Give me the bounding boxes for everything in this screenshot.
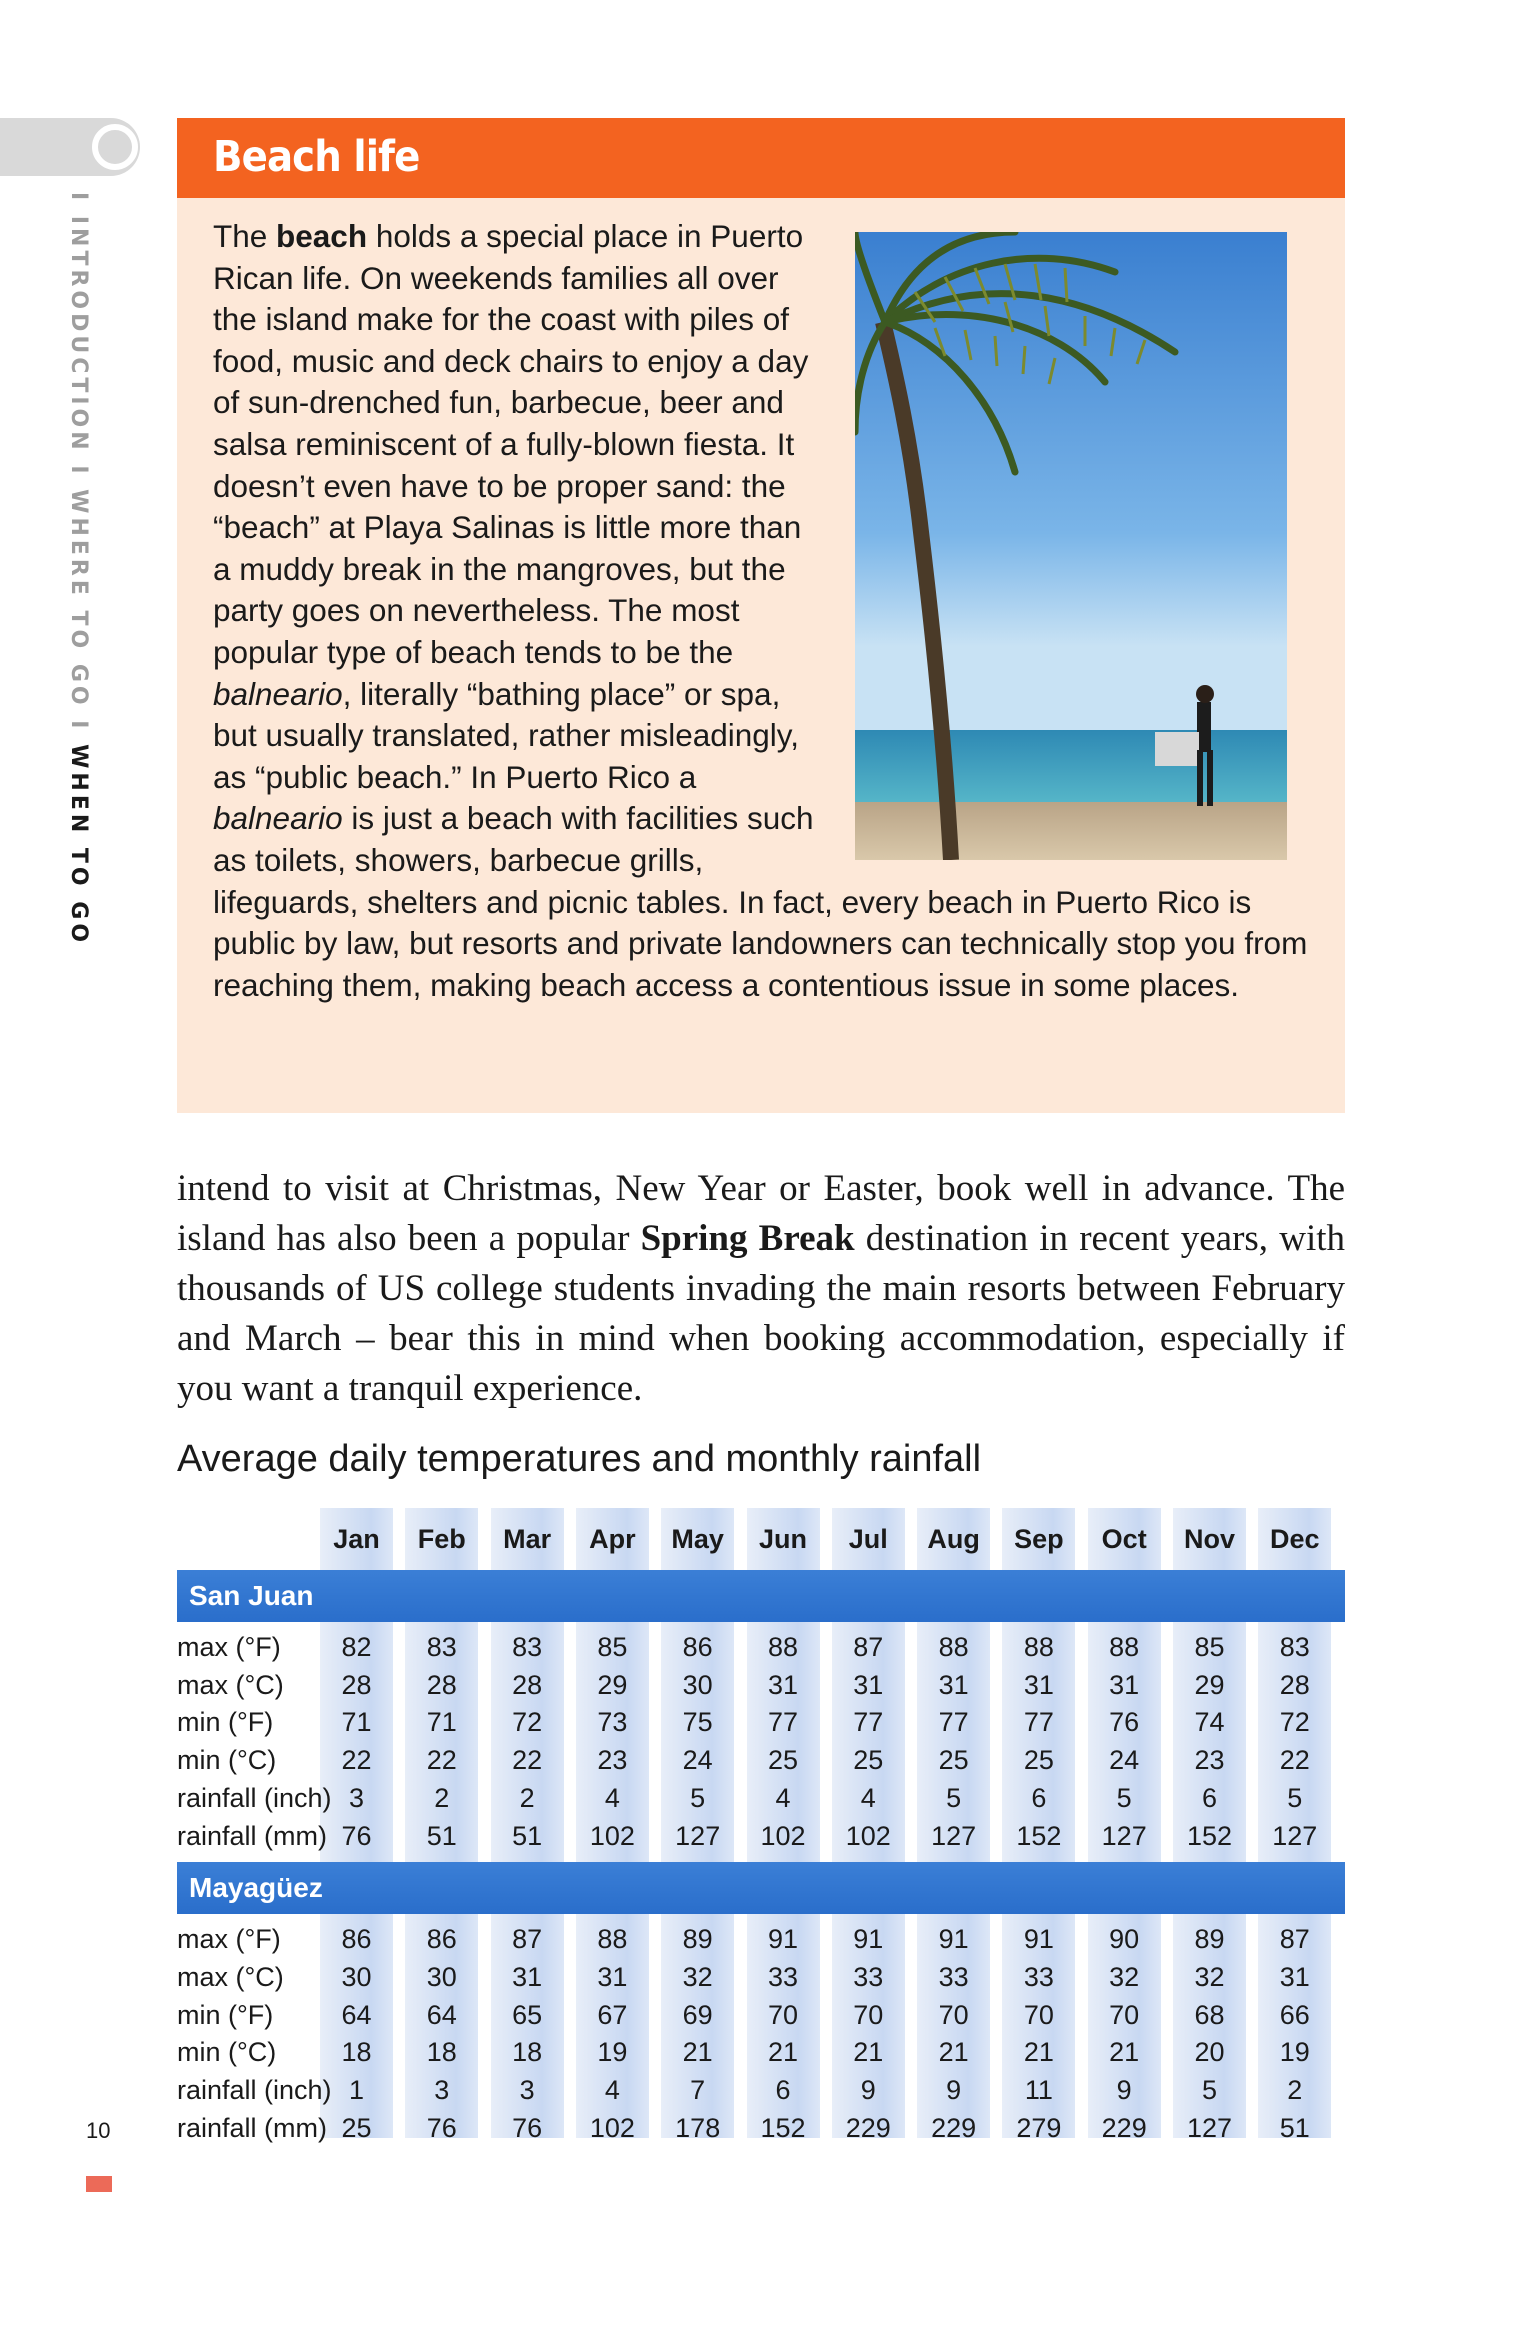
table-cell: 21 xyxy=(682,2037,713,2068)
table-cell: 31 xyxy=(1279,1961,1310,1992)
row-label: rainfall (mm) xyxy=(177,2112,328,2143)
table-cell: 87 xyxy=(512,1924,543,1955)
table-cell: 22 xyxy=(426,1745,457,1776)
table-cell: 152 xyxy=(1016,1820,1062,1851)
table-cell: 18 xyxy=(341,2037,372,2068)
row-label: rainfall (inch) xyxy=(177,2075,332,2105)
table-cell: 51 xyxy=(512,1820,543,1851)
table-cell: 127 xyxy=(1186,2112,1233,2143)
table-cell: 32 xyxy=(682,1961,713,1992)
table-cell: 127 xyxy=(1101,1820,1147,1851)
box-text-e: , literally “bathing place” or spa, but usually translated, rather misleadingly, as “public beach.” In Puerto Rico a xyxy=(213,675,799,795)
table-cell: 25 xyxy=(767,1745,799,1776)
row-label: min (°C) xyxy=(177,2037,277,2068)
box-text-c: holds a special place in Puerto Rican life. On weekends families all over the island make for the coast with piles of food, music and deck chairs to enjoy a day of sun-drenched fun, barbecue, beer and salsa reminiscent of a fully-blown fiesta. It doesn’t even have to be proper sand: the “beach” at Playa Salinas is little more than a muddy break in the mangroves, but the party goes on nevertheless. The most popular type of beach tends to be the xyxy=(213,218,809,670)
body-text-a: intend to visit at Christmas, New Year or Easter, book well in advance. The island has also been a popular xyxy=(177,1168,1345,1259)
table-cell: 68 xyxy=(1194,1999,1225,2030)
table-cell: 21 xyxy=(767,2037,799,2068)
table-cell: 18 xyxy=(512,2037,543,2068)
table-cell: 33 xyxy=(1023,1961,1054,1992)
table-cell: 4 xyxy=(604,2075,620,2105)
table-cell: 28 xyxy=(512,1669,543,1700)
table-cell: 73 xyxy=(597,1707,628,1738)
month-header-dec: Dec xyxy=(1270,1524,1320,1554)
row-label: max (°C) xyxy=(177,1961,284,1992)
table-cell: 33 xyxy=(938,1961,969,1992)
box-header xyxy=(177,118,1345,198)
table-cell: 279 xyxy=(1016,2112,1062,2143)
table-cell: 4 xyxy=(604,1782,620,1813)
table-cell: 91 xyxy=(1023,1924,1054,1955)
table-cell: 85 xyxy=(1194,1632,1225,1662)
table-cell: 31 xyxy=(512,1961,543,1992)
row-label: min (°F) xyxy=(177,1707,274,1738)
table-cell: 3 xyxy=(519,2075,535,2105)
table-title: Average daily temperatures and monthly rainfall xyxy=(177,1438,982,1480)
chapter-path xyxy=(66,192,91,946)
table-cell: 74 xyxy=(1194,1707,1225,1738)
table-cell: 29 xyxy=(1194,1669,1225,1700)
table-cell: 229 xyxy=(931,2112,977,2143)
table-cell: 77 xyxy=(1023,1707,1054,1738)
table-cell: 67 xyxy=(597,1999,628,2030)
table-cell: 127 xyxy=(675,1820,721,1851)
table-cell: 2 xyxy=(1287,2075,1303,2105)
month-header-aug: Aug xyxy=(927,1524,980,1554)
table-cell: 66 xyxy=(1279,1999,1310,2030)
table-cell: 9 xyxy=(1116,2075,1132,2105)
body-paragraph xyxy=(177,1164,1345,1414)
table-cell: 72 xyxy=(512,1707,543,1738)
table-cell: 22 xyxy=(341,1745,372,1776)
table-cell: 65 xyxy=(512,1999,543,2030)
table-cell: 87 xyxy=(1279,1924,1310,1955)
table-cell: 86 xyxy=(341,1924,372,1955)
table-cell: 30 xyxy=(682,1669,713,1700)
table-cell: 5 xyxy=(690,1782,706,1813)
table-cell: 152 xyxy=(760,2112,806,2143)
section-header xyxy=(177,1570,1345,1622)
section-name: Mayagüez xyxy=(189,1872,323,1904)
month-header-may: May xyxy=(671,1524,724,1554)
table-cell: 25 xyxy=(853,1745,884,1776)
table-cell: 28 xyxy=(426,1669,457,1700)
table-cell: 2 xyxy=(519,1782,535,1813)
box-text-italic-2: balneario xyxy=(213,800,343,837)
table-cell: 83 xyxy=(1279,1632,1310,1662)
table-cell: 5 xyxy=(1201,2075,1218,2105)
table-cell: 77 xyxy=(938,1707,969,1738)
table-cell: 31 xyxy=(938,1669,969,1700)
box-text-a: The xyxy=(213,218,277,254)
table-cell: 70 xyxy=(1023,1999,1054,2030)
table-cell: 30 xyxy=(341,1961,372,1992)
month-header-jan: Jan xyxy=(333,1524,380,1554)
table-cell: 30 xyxy=(426,1961,457,1992)
body-text-c: destination in recent years, with thousands of US college students invading the main resorts between February and March – bear this in mind when booking accommodation, especially if you want a tranquil experience. xyxy=(177,1218,1345,1409)
page-number: 10 xyxy=(86,2118,111,2143)
row-label: min (°C) xyxy=(177,1745,277,1776)
table-cell: 4 xyxy=(775,1782,791,1813)
table-cell: 28 xyxy=(341,1669,372,1700)
table-cell: 90 xyxy=(1109,1924,1140,1955)
table-cell: 7 xyxy=(690,2075,706,2105)
month-header-nov: Nov xyxy=(1183,1524,1235,1554)
section-header xyxy=(177,1862,1345,1914)
table-cell: 83 xyxy=(512,1632,543,1662)
chapter-ring-icon xyxy=(92,124,138,170)
table-cell: 22 xyxy=(512,1745,543,1776)
table-cell: 86 xyxy=(682,1632,713,1662)
month-header-mar: Mar xyxy=(503,1524,552,1554)
table-cell: 178 xyxy=(675,2112,721,2143)
table-cell: 127 xyxy=(1272,1820,1318,1851)
month-header-sep: Sep xyxy=(1014,1524,1064,1554)
row-label: rainfall (mm) xyxy=(177,1820,328,1851)
table-cell: 88 xyxy=(597,1924,628,1955)
table-cell: 31 xyxy=(1109,1669,1140,1700)
table-cell: 21 xyxy=(1109,2037,1140,2068)
table-cell: 85 xyxy=(597,1632,628,1662)
table-cell: 70 xyxy=(1109,1999,1140,2030)
table-cell: 32 xyxy=(1194,1961,1225,1992)
table-cell: 32 xyxy=(1109,1961,1140,1992)
table-cell: 88 xyxy=(1109,1632,1140,1662)
table-cell: 127 xyxy=(931,1820,977,1851)
table-cell: 71 xyxy=(341,1707,372,1738)
table-cell: 25 xyxy=(1023,1745,1054,1776)
section-name: San Juan xyxy=(189,1580,314,1611)
table-cell: 23 xyxy=(597,1745,628,1776)
table-cell: 76 xyxy=(512,2112,543,2143)
table-cell: 102 xyxy=(845,1820,891,1851)
table-cell: 70 xyxy=(767,1999,799,2030)
month-header-oct: Oct xyxy=(1101,1524,1147,1554)
table-cell: 77 xyxy=(853,1707,884,1738)
table-cell: 31 xyxy=(597,1961,628,1992)
table-cell: 64 xyxy=(426,1999,457,2030)
beach-photo xyxy=(855,232,1287,860)
table-cell: 21 xyxy=(1023,2037,1054,2068)
row-label: max (°F) xyxy=(177,1924,281,1955)
table-cell: 88 xyxy=(767,1632,799,1662)
table-cell: 89 xyxy=(1194,1924,1225,1955)
table-cell: 20 xyxy=(1194,2037,1225,2068)
box-text xyxy=(213,216,1333,1006)
table-cell: 76 xyxy=(426,2112,457,2143)
table-cell: 25 xyxy=(341,2112,372,2143)
table-cell: 19 xyxy=(597,2037,628,2068)
chapter-path-current: WHEN TO GO xyxy=(66,744,91,947)
page-marker xyxy=(86,2176,112,2192)
table-cell: 1 xyxy=(348,2075,365,2105)
row-label: max (°C) xyxy=(177,1669,284,1700)
table-cell: 9 xyxy=(860,2075,876,2105)
table-cell: 229 xyxy=(845,2112,891,2143)
box-text-bold-beach: beach xyxy=(276,218,368,254)
table-cell: 24 xyxy=(682,1745,713,1776)
box-title: Beach life xyxy=(213,132,420,182)
table-cell: 18 xyxy=(426,2037,457,2068)
table-cell: 6 xyxy=(775,2075,791,2105)
table-cell: 229 xyxy=(1101,2112,1147,2143)
table-cell: 88 xyxy=(1023,1632,1054,1662)
table-cell: 31 xyxy=(853,1669,884,1700)
table-cell: 31 xyxy=(767,1669,799,1700)
body-text-bold: Spring Break xyxy=(640,1218,855,1259)
table-cell: 23 xyxy=(1194,1745,1225,1776)
table-cell: 82 xyxy=(341,1632,372,1662)
table-cell: 76 xyxy=(341,1820,372,1851)
table-cell: 70 xyxy=(938,1999,969,2030)
table-cell: 64 xyxy=(341,1999,372,2030)
table-cell: 71 xyxy=(426,1707,457,1738)
table-cell: 3 xyxy=(348,1782,365,1813)
table-cell: 11 xyxy=(1024,2075,1053,2105)
table-cell: 72 xyxy=(1279,1707,1310,1738)
box-text-g: is just a beach with facilities such as toilets, showers, barbecue grills, lifeguards, shelters and picnic tables. In fact, every beach in Puerto Rico is public by law, but resorts and private landowners can technically stop you from reaching them, making beach access a contentious issue in some places. xyxy=(213,800,1308,1003)
table-cell: 6 xyxy=(1031,1782,1047,1813)
table-cell: 2 xyxy=(434,1782,450,1813)
table-cell: 22 xyxy=(1279,1745,1310,1776)
row-label: rainfall (inch) xyxy=(177,1782,332,1813)
table-cell: 70 xyxy=(853,1999,884,2030)
row-label: min (°F) xyxy=(177,1999,274,2030)
row-label: max (°F) xyxy=(177,1632,281,1662)
table-cell: 102 xyxy=(589,1820,635,1851)
table-cell: 69 xyxy=(682,1999,713,2030)
month-header-jul: Jul xyxy=(848,1524,888,1554)
table-cell: 5 xyxy=(1116,1782,1132,1813)
table-cell: 21 xyxy=(938,2037,969,2068)
table-cell: 91 xyxy=(767,1924,799,1955)
table-cell: 88 xyxy=(938,1632,969,1662)
table-cell: 9 xyxy=(946,2075,962,2105)
table-cell: 102 xyxy=(760,1820,806,1851)
palm-tree-illustration xyxy=(855,232,1287,860)
month-header-feb: Feb xyxy=(417,1524,466,1554)
table-cell: 91 xyxy=(938,1924,969,1955)
table-cell: 91 xyxy=(853,1924,884,1955)
table-cell: 76 xyxy=(1109,1707,1140,1738)
table-cell: 86 xyxy=(426,1924,457,1955)
table-cell: 5 xyxy=(946,1782,962,1813)
table-cell: 75 xyxy=(682,1707,713,1738)
box-body xyxy=(177,198,1345,1113)
table-cell: 102 xyxy=(589,2112,635,2143)
table-cell: 6 xyxy=(1201,1782,1218,1813)
table-cell: 25 xyxy=(938,1745,969,1776)
table-cell: 4 xyxy=(860,1782,876,1813)
table-cell: 51 xyxy=(426,1820,457,1851)
table-cell: 33 xyxy=(767,1961,799,1992)
table-cell: 29 xyxy=(597,1669,628,1700)
table-cell: 83 xyxy=(426,1632,457,1662)
table-cell: 51 xyxy=(1279,2112,1310,2143)
month-header-apr: Apr xyxy=(589,1524,636,1554)
table-cell: 33 xyxy=(853,1961,884,1992)
box-text-italic-1: balneario xyxy=(213,675,343,712)
climate-table xyxy=(177,1508,1345,2143)
table-cell: 87 xyxy=(853,1632,884,1662)
table-cell: 21 xyxy=(853,2037,884,2068)
table-cell: 89 xyxy=(682,1924,713,1955)
month-header-jun: Jun xyxy=(758,1524,807,1554)
table-cell: 24 xyxy=(1109,1745,1140,1776)
table-cell: 31 xyxy=(1023,1669,1054,1700)
table-cell: 28 xyxy=(1279,1669,1310,1700)
table-cell: 5 xyxy=(1287,1782,1303,1813)
table-cell: 152 xyxy=(1186,1820,1233,1851)
chapter-path-prefix: I INTRODUCTION I WHERE TO GO I xyxy=(66,192,91,745)
table-cell: 77 xyxy=(767,1707,799,1738)
table-cell: 19 xyxy=(1279,2037,1310,2068)
table-cell: 3 xyxy=(434,2075,450,2105)
